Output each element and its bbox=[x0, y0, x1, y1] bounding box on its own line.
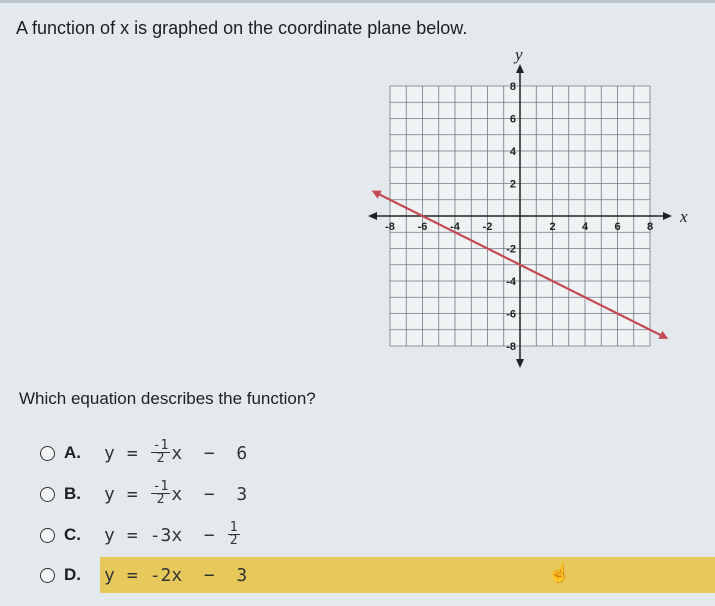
y-tick-label: 2 bbox=[509, 178, 516, 191]
x-axis-arrow-left bbox=[368, 212, 377, 220]
x-tick-label: 6 bbox=[614, 221, 621, 233]
x-tick-label: -8 bbox=[385, 221, 395, 233]
top-border bbox=[0, 0, 715, 3]
choice-letter: C. bbox=[64, 525, 81, 544]
x-axis-arrow-right bbox=[663, 212, 672, 220]
y-tick-label: 6 bbox=[509, 113, 516, 126]
question-text: Which equation describes the function? bbox=[19, 389, 316, 408]
coordinate-plane bbox=[360, 40, 700, 380]
x-tick-label: -2 bbox=[482, 221, 493, 233]
y-tick-label: -4 bbox=[506, 276, 516, 288]
y-axis-arrow-up bbox=[516, 64, 524, 73]
choice-equation: y = -2x − 3 bbox=[104, 564, 248, 586]
y-tick-label: -6 bbox=[506, 308, 516, 321]
y-tick-label: 4 bbox=[509, 146, 516, 158]
x-tick-label: 8 bbox=[646, 221, 654, 233]
choice-letter: A. bbox=[64, 443, 81, 462]
x-tick-label: -4 bbox=[450, 221, 460, 233]
y-tick-label: -8 bbox=[506, 341, 516, 353]
choice-c[interactable] bbox=[0, 517, 715, 553]
choice-equation: y = $\frac{-1}{2}$ x − 3 bbox=[104, 478, 248, 507]
radio-d[interactable] bbox=[40, 568, 55, 583]
y-tick-label: 8 bbox=[509, 81, 516, 93]
choice-d[interactable] bbox=[0, 557, 715, 593]
x-tick-label: 4 bbox=[581, 221, 589, 233]
radio-a[interactable] bbox=[40, 446, 55, 461]
y-axis-arrow-down bbox=[516, 359, 524, 368]
choice-a[interactable] bbox=[0, 435, 715, 471]
choice-letter: B. bbox=[64, 484, 81, 503]
hand-pointer-icon: ☝ bbox=[548, 563, 571, 583]
x-tick-label: 2 bbox=[549, 221, 556, 233]
choice-equation: y = -3x − $\frac{1}{2}$ bbox=[104, 519, 238, 548]
choice-letter: D. bbox=[64, 565, 81, 584]
y-tick-label: -2 bbox=[506, 243, 516, 256]
y-axis-label: y bbox=[515, 45, 523, 64]
choice-b[interactable] bbox=[0, 476, 715, 512]
x-axis-label: x bbox=[680, 207, 688, 226]
x-tick-label: -6 bbox=[417, 221, 428, 233]
radio-c[interactable] bbox=[40, 528, 55, 543]
radio-b[interactable] bbox=[40, 487, 55, 502]
choice-equation: y = $\frac{-1}{2}$ x − 6 bbox=[104, 437, 248, 466]
prompt-text: A function of x is graphed on the coordinate plane below. bbox=[16, 18, 468, 38]
